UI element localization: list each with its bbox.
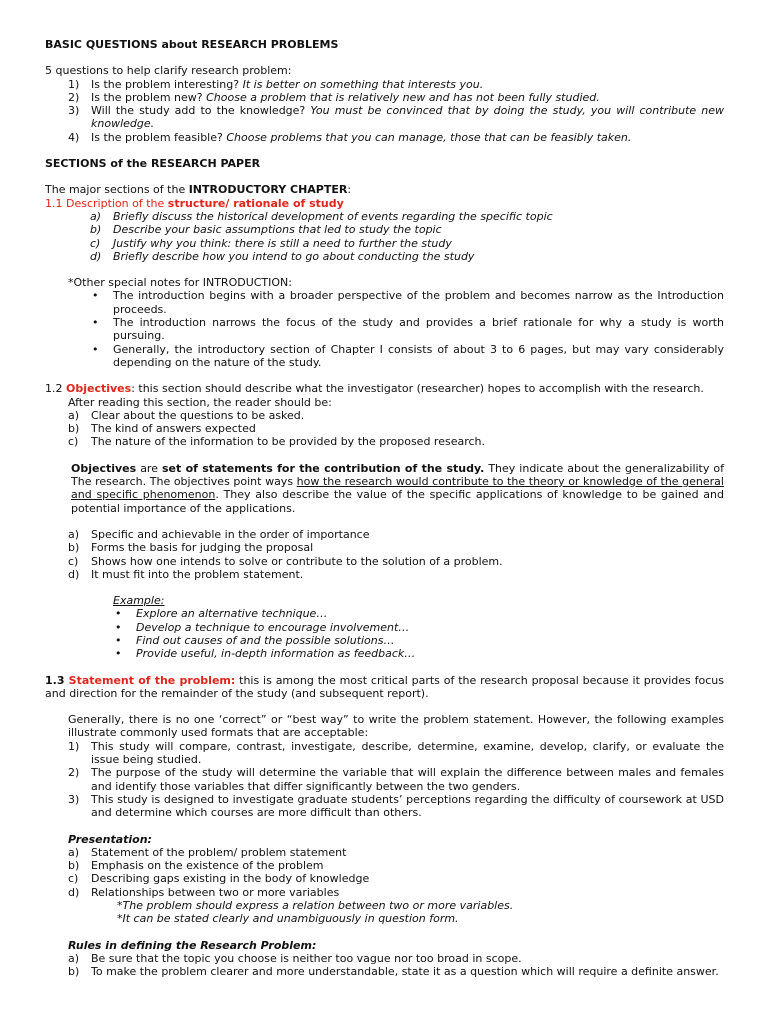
questions-intro: 5 questions to help clarify research problem: bbox=[45, 64, 292, 78]
major-sections-line: The major sections of the INTRODUCTORY CHAPTER: bbox=[45, 183, 352, 197]
list-item: • The introduction begins with a broader perspective of the problem and becomes narrow as the Introduction proceeds. bbox=[92, 289, 724, 316]
list-item: a) Specific and achievable in the order of importance bbox=[68, 527, 370, 541]
list-item: 3) This study is designed to investigate graduate students’ perceptions regarding the difficulty of coursework at USD and determine which courses are more difficult than others. bbox=[68, 792, 724, 820]
presentation-label: Presentation: bbox=[68, 832, 152, 846]
list-item: 3) Will the study add to the knowledge? You must be convinced that by doing the study, you will contribute new knowledge. bbox=[68, 104, 725, 131]
list-item: b) To make the problem clearer and more understandable, state it as a question which will require a definite answer. bbox=[68, 965, 719, 979]
list-item: 4) Is the problem feasible? Choose problems that you can manage, those that can be feasibly taken. bbox=[68, 130, 632, 144]
list-item: b) Emphasis on the existence of the problem bbox=[68, 859, 324, 873]
list-item: a) Be sure that the topic you choose is neither too vague nor too broad in scope. bbox=[68, 951, 522, 965]
presentation-note: *It can be stated clearly and unambiguously in question form. bbox=[117, 912, 459, 926]
list-item: 2) The purpose of the study will determine the variable that will explain the difference between males and females and identify those variables that differ significantly between the two genders. bbox=[68, 766, 724, 793]
list-item: • Develop a technique to encourage involvement… bbox=[115, 620, 410, 634]
list-item: c) Shows how one intends to solve or contribute to the solution of a problem. bbox=[68, 554, 503, 568]
list-item: • The introduction narrows the focus of the study and provides a brief rationale for why a study is worth pursuing. bbox=[92, 316, 724, 343]
formats-list bbox=[68, 740, 724, 820]
rules-label: Rules in defining the Research Problem: bbox=[68, 938, 317, 952]
section-1-1-heading: 1.1 Description of the structure/ rationale of study bbox=[45, 196, 344, 210]
section-1-3-paragraph: 1.3 Statement of the problem: this is among the most critical parts of the research proposal because it provides focus and direction for the remainder of the study (and subsequent report). bbox=[45, 673, 724, 700]
list-item: d) Relationships between two or more variables bbox=[68, 885, 340, 899]
list-item: c) The nature of the information to be provided by the proposed research. bbox=[68, 435, 486, 449]
list-item: b) Describe your basic assumptions that led to study the topic bbox=[90, 223, 442, 237]
list-item: c) Describing gaps existing in the body of knowledge bbox=[68, 872, 370, 886]
list-item: • Explore an alternative technique… bbox=[115, 607, 328, 621]
list-item: 1) This study will compare, contrast, investigate, describe, determine, examine, develop, clarify, or evaluate the issue being studied. bbox=[68, 739, 724, 767]
objectives-list bbox=[68, 528, 724, 581]
list-item: d) It must fit into the problem statement. bbox=[68, 567, 304, 581]
list-item: d) Briefly describe how you intend to go about conducting the study bbox=[90, 249, 475, 263]
list-item: c) Justify why you think: there is still a need to further the study bbox=[90, 236, 452, 250]
list-item: • Find out causes of and the possible solutions… bbox=[115, 633, 395, 647]
generally-paragraph: Generally, there is no one ‘correct” or “best way” to write the problem statement. However, the following examples illustrate commonly used formats that are acceptable: bbox=[68, 713, 724, 740]
list-item: a) Statement of the problem/ problem statement bbox=[68, 845, 347, 859]
presentation-list bbox=[68, 846, 724, 899]
notes-list bbox=[90, 289, 724, 369]
section-1-2-paragraph: 1.2 Objectives: this section should describe what the investigator (researcher) hopes to accomplish with the research. bbox=[45, 382, 704, 396]
doc-title: BASIC QUESTIONS about RESEARCH PROBLEMS bbox=[45, 38, 339, 51]
questions-list bbox=[68, 78, 724, 144]
example-label: Example: bbox=[113, 594, 165, 608]
list-item: 2) Is the problem new? Choose a problem that is relatively new and has not been fully studied. bbox=[68, 90, 600, 104]
list-item: • Provide useful, in-depth information as feedback… bbox=[115, 647, 416, 661]
list-item: a) Clear about the questions to be asked. bbox=[68, 408, 305, 422]
section-1-2-subline: After reading this section, the reader should be: bbox=[68, 395, 332, 409]
objectives-paragraph: Objectives are set of statements for the contribution of the study. They indicate about the generalizability of The research. The objectives point ways how the research would contribute to the theory or knowledge of the general and specific phenomenon. They also describe the value of the specific applications of knowledge to be gained and potential importance of the applications. bbox=[71, 461, 724, 515]
section-1-2-list bbox=[68, 409, 724, 449]
notes-title: *Other special notes for INTRODUCTION: bbox=[68, 276, 292, 290]
list-item: • Generally, the introductory section of Chapter I consists of about 3 to 6 pages, but may vary considerably depending on the nature of the study. bbox=[92, 342, 724, 369]
rules-list bbox=[68, 952, 724, 979]
section-heading: SECTIONS of the RESEARCH PAPER bbox=[45, 157, 261, 171]
list-item: b) The kind of answers expected bbox=[68, 422, 256, 436]
list-item: a) Briefly discuss the historical development of events regarding the specific topic bbox=[90, 209, 553, 223]
section-1-1-list bbox=[90, 210, 724, 263]
list-item: b) Forms the basis for judging the proposal bbox=[68, 541, 314, 555]
list-item: 1) Is the problem interesting? It is better on something that interests you. bbox=[68, 77, 484, 91]
examples-list bbox=[113, 607, 724, 660]
presentation-note: *The problem should express a relation between two or more variables. bbox=[117, 899, 514, 913]
